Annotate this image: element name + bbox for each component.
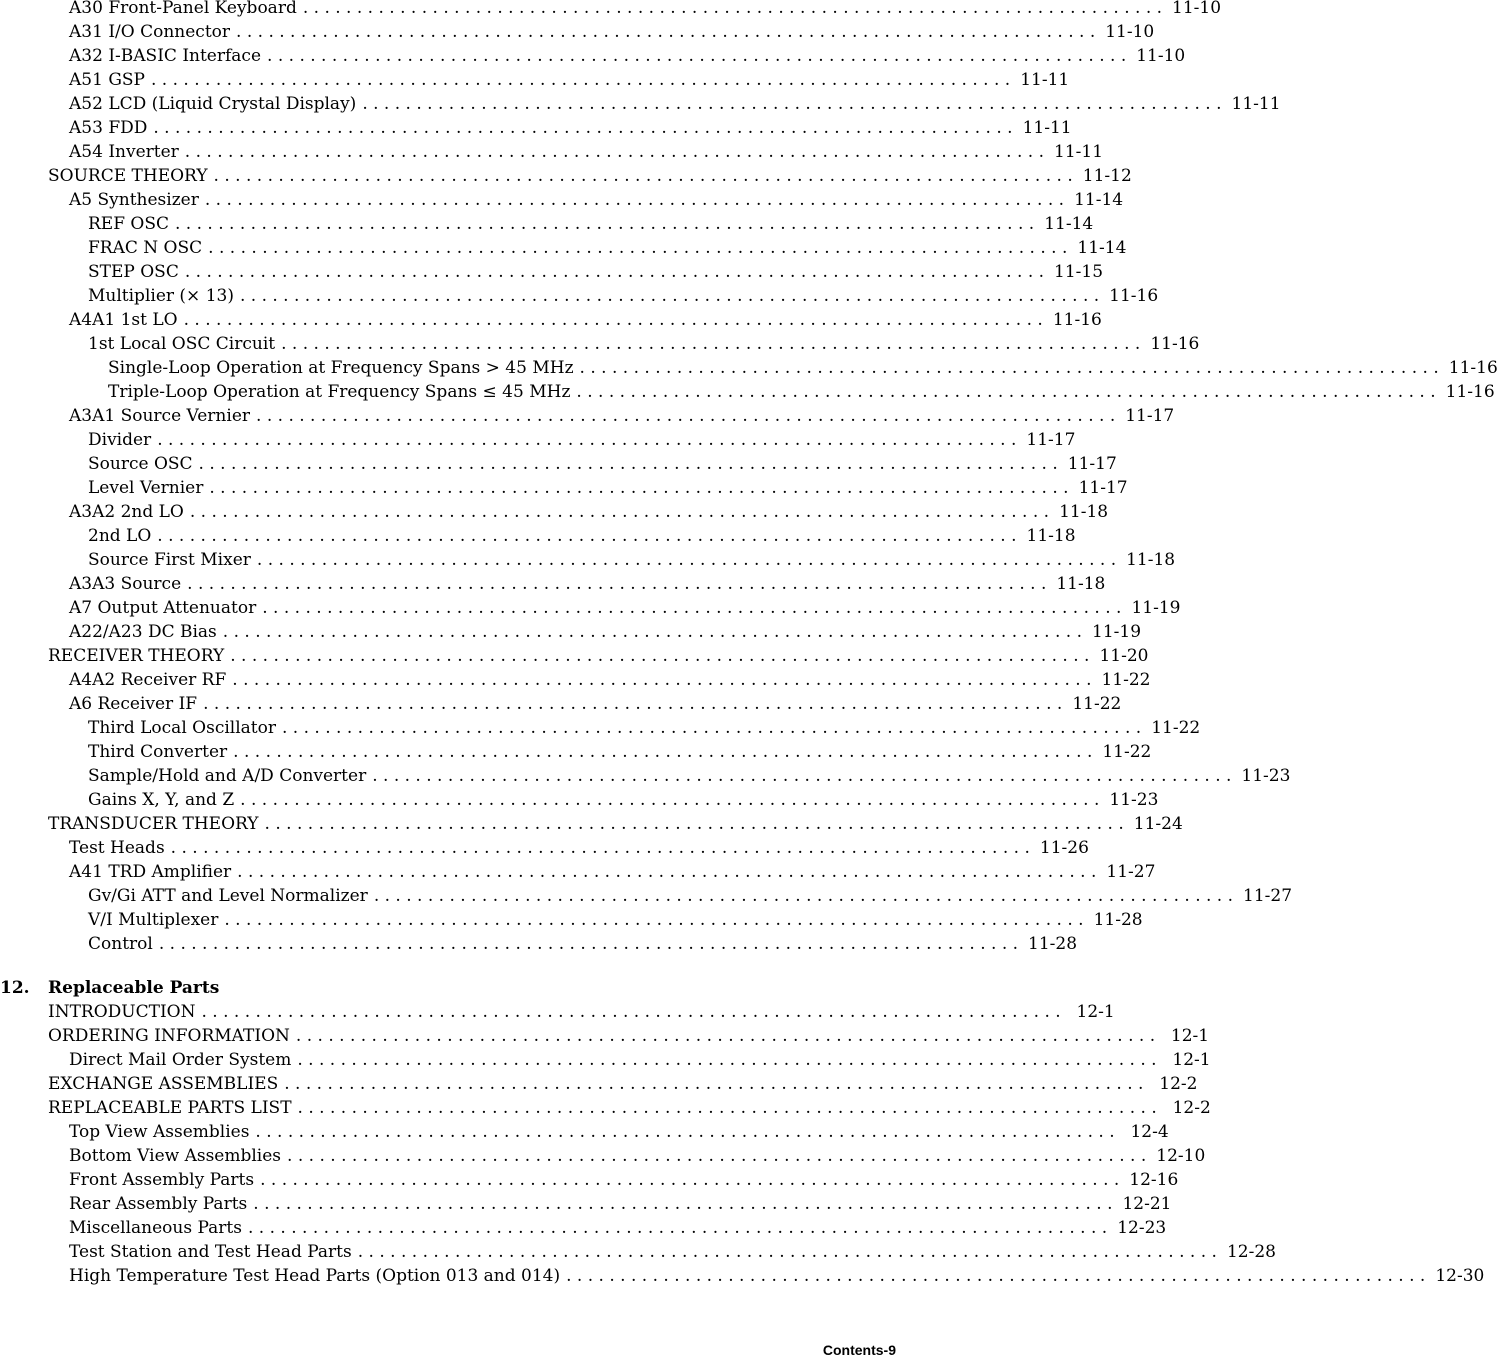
dot-leader: . . . . . . . . . . . . . . . . . . . . . . . . . . . . . . . . . . . . . . . . . . . . . . . . . . . . . . . . . . . . . . . . . . . . . . . . . . . . . . . . bbox=[362, 94, 1222, 114]
toc-entry-title: A3A1 Source Vernier bbox=[69, 406, 251, 426]
toc-entry[interactable] bbox=[69, 188, 1124, 212]
toc-entry-page: 12-1 bbox=[1076, 1002, 1115, 1022]
toc-entry-title: A52 LCD (Liquid Crystal Display) bbox=[69, 94, 357, 114]
toc-entry-title: Front Assembly Parts bbox=[69, 1170, 255, 1190]
dot-leader: . . . . . . . . . . . . . . . . . . . . . . . . . . . . . . . . . . . . . . . . . . . . . . . . . . . . . . . . . . . . . . . . . . . . . . . . . . . . . . . . bbox=[372, 766, 1232, 786]
toc-entry-page: 11-17 bbox=[1078, 478, 1128, 498]
toc-entry-title: Test Station and Test Head Parts bbox=[69, 1242, 352, 1262]
toc-entry[interactable] bbox=[48, 1000, 1115, 1024]
toc-entry-title: A32 I-BASIC Interface bbox=[69, 46, 262, 66]
toc-entry-page: 11-15 bbox=[1054, 262, 1104, 282]
toc-entry[interactable] bbox=[69, 1240, 1276, 1264]
dot-leader: . . . . . . . . . . . . . . . . . . . . . . . . . . . . . . . . . . . . . . . . . . . . . . . . . . . . . . . . . . . . . . . . . . . . . . . . . . . . . . . . bbox=[287, 1146, 1147, 1166]
toc-entry[interactable] bbox=[69, 404, 1175, 428]
toc-entry[interactable] bbox=[69, 140, 1104, 164]
toc-entry[interactable] bbox=[88, 764, 1291, 788]
toc-entry-page: 11-11 bbox=[1231, 94, 1281, 114]
toc-entry-page: 11-23 bbox=[1241, 766, 1291, 786]
toc-entry-title: Miscellaneous Parts bbox=[69, 1218, 242, 1238]
toc-entry[interactable] bbox=[69, 68, 1070, 92]
toc-entry[interactable] bbox=[48, 164, 1132, 188]
toc-entry-page: 12-10 bbox=[1156, 1146, 1206, 1166]
dot-leader: . . . . . . . . . . . . . . . . . . . . . . . . . . . . . . . . . . . . . . . . . . . . . . . . . . . . . . . . . . . . . . . . . . . . . . . . . . . . . . . . bbox=[203, 694, 1063, 714]
toc-entry-page: 11-14 bbox=[1044, 214, 1094, 234]
toc-entry-title: Source First Mixer bbox=[88, 550, 251, 570]
toc-entry-page: 11-19 bbox=[1092, 622, 1142, 642]
toc-entry-page: 11-14 bbox=[1077, 238, 1127, 258]
toc-entry[interactable] bbox=[69, 1264, 1485, 1288]
toc-entry[interactable] bbox=[88, 932, 1078, 956]
dot-leader: . . . . . . . . . . . . . . . . . . . . . . . . . . . . . . . . . . . . . . . . . . . . . . . . . . . . . . . . . . . . . . . . . . . . . . . . . . . . . . . . bbox=[175, 214, 1035, 234]
toc-entry-title: High Temperature Test Head Parts (Option 013 and 014) bbox=[69, 1266, 561, 1286]
dot-leader: . . . . . . . . . . . . . . . . . . . . . . . . . . . . . . . . . . . . . . . . . . . . . . . . . . . . . . . . . . . . . . . . . . . . . . . . . . . . . . . . bbox=[240, 790, 1100, 810]
toc-entry-title: Third Converter bbox=[88, 742, 228, 762]
toc-entry-title: A3A2 2nd LO bbox=[69, 502, 184, 522]
toc-entry[interactable] bbox=[69, 620, 1142, 644]
toc-entry[interactable] bbox=[88, 716, 1201, 740]
toc-entry[interactable] bbox=[69, 1192, 1172, 1216]
dot-leader: . . . . . . . . . . . . . . . . . . . . . . . . . . . . . . . . . . . . . . . . . . . . . . . . . . . . . . . . . . . . . . . . . . . . . . . . . . . . . . . . bbox=[150, 70, 1011, 90]
toc-entry[interactable] bbox=[69, 668, 1151, 692]
toc-entry[interactable] bbox=[88, 212, 1094, 236]
toc-entry-page: 11-28 bbox=[1028, 934, 1078, 954]
toc-entry-page: 12-1 bbox=[1172, 1050, 1211, 1070]
dot-leader: . . . . . . . . . . . . . . . . . . . . . . . . . . . . . . . . . . . . . . . . . . . . . . . . . . . . . . . . . . . . . . . . . . . . . . . . . . . . . . . . bbox=[253, 1194, 1113, 1214]
dot-leader: . . . . . . . . . . . . . . . . . . . . . . . . . . . . . . . . . . . . . . . . . . . . . . . . . . . . . . . . . . . . . . . . . . . . . . . . . . . . . . . . bbox=[256, 550, 1117, 570]
toc-entry-page: 12-28 bbox=[1226, 1242, 1276, 1262]
dot-leader: . . . . . . . . . . . . . . . . . . . . . . . . . . . . . . . . . . . . . . . . . . . . . . . . . . . . . . . . . . . . . . . . . . . . . . . . . . . . . . . . bbox=[201, 1002, 1061, 1022]
toc-entry-title: ORDERING INFORMATION bbox=[48, 1026, 290, 1046]
dot-leader: . . . . . . . . . . . . . . . . . . . . . . . . . . . . . . . . . . . . . . . . . . . . . . . . . . . . . . . . . . . . . . . . . . . . . . . . . . . . . . . . bbox=[576, 382, 1436, 402]
toc-entry-title: Direct Mail Order System bbox=[69, 1050, 292, 1070]
toc-entry-title: INTRODUCTION bbox=[48, 1002, 196, 1022]
chapter-number: 12. bbox=[0, 978, 30, 998]
dot-leader: . . . . . . . . . . . . . . . . . . . . . . . . . . . . . . . . . . . . . . . . . . . . . . . . . . . . . . . . . . . . . . . . . . . . . . . . . . . . . . . . bbox=[204, 190, 1065, 210]
toc-entry[interactable] bbox=[88, 428, 1076, 452]
toc-entry[interactable] bbox=[69, 1144, 1206, 1168]
dot-leader: . . . . . . . . . . . . . . . . . . . . . . . . . . . . . . . . . . . . . . . . . . . . . . . . . . . . . . . . . . . . . . . . . . . . . . . . . . . . . . . . bbox=[184, 262, 1045, 282]
toc-entry-title: EXCHANGE ASSEMBLIES bbox=[48, 1074, 279, 1094]
dot-leader: . . . . . . . . . . . . . . . . . . . . . . . . . . . . . . . . . . . . . . . . . . . . . . . . . . . . . . . . . . . . . . . . . . . . . . . . . . . . . . . . bbox=[184, 142, 1045, 162]
toc-entry-page: 11-14 bbox=[1074, 190, 1124, 210]
toc-entry[interactable] bbox=[88, 284, 1159, 308]
toc-entry[interactable] bbox=[108, 380, 1495, 404]
toc-entry-page: 11-27 bbox=[1106, 862, 1156, 882]
toc-entry-page: 11-24 bbox=[1133, 814, 1183, 834]
toc-entry-page: 11-16 bbox=[1052, 310, 1102, 330]
dot-leader: . . . . . . . . . . . . . . . . . . . . . . . . . . . . . . . . . . . . . . . . . . . . . . . . . . . . . . . . . . . . . . . . . . . . . . . . . . . . . . . . bbox=[297, 1050, 1157, 1070]
chapter-title: Replaceable Parts bbox=[48, 978, 220, 998]
toc-entry-title: A7 Output Attenuator bbox=[69, 598, 257, 618]
dot-leader: . . . . . . . . . . . . . . . . . . . . . . . . . . . . . . . . . . . . . . . . . . . . . . . . . . . . . . . . . . . . . . . . . . . . . . . . . . . . . . . . bbox=[209, 478, 1069, 498]
toc-entry[interactable] bbox=[88, 548, 1176, 572]
toc-entry[interactable] bbox=[69, 92, 1281, 116]
toc-entry-title: A51 GSP bbox=[69, 70, 145, 90]
dot-leader: . . . . . . . . . . . . . . . . . . . . . . . . . . . . . . . . . . . . . . . . . . . . . . . . . . . . . . . . . . . . . . . . . . . . . . . . . . . . . . . . bbox=[189, 502, 1050, 522]
toc-entry-title: STEP OSC bbox=[88, 262, 179, 282]
toc-entry-title: Sample/Hold and A/D Converter bbox=[88, 766, 367, 786]
toc-entry[interactable] bbox=[48, 1024, 1210, 1048]
toc-entry-title: A54 Inverter bbox=[69, 142, 179, 162]
toc-entry-title: A30 Front-Panel Keyboard bbox=[69, 0, 297, 18]
toc-entry[interactable] bbox=[88, 740, 1152, 764]
toc-entry-page: 11-18 bbox=[1026, 526, 1076, 546]
toc-entry[interactable] bbox=[88, 260, 1104, 284]
dot-leader: . . . . . . . . . . . . . . . . . . . . . . . . . . . . . . . . . . . . . . . . . . . . . . . . . . . . . . . . . . . . . . . . . . . . . . . . . . . . . . . . bbox=[239, 286, 1100, 306]
toc-entry[interactable] bbox=[69, 0, 1222, 20]
toc-entry-page: 12-16 bbox=[1129, 1170, 1179, 1190]
toc-entry-title: Third Local Oscillator bbox=[88, 718, 276, 738]
dot-leader: . . . . . . . . . . . . . . . . . . . . . . . . . . . . . . . . . . . . . . . . . . . . . . . . . . . . . . . . . . . . . . . . . . . . . . . . . . . . . . . . bbox=[579, 358, 1439, 378]
toc-entry[interactable] bbox=[69, 500, 1109, 524]
dot-leader: . . . . . . . . . . . . . . . . . . . . . . . . . . . . . . . . . . . . . . . . . . . . . . . . . . . . . . . . . . . . . . . . . . . . . . . . . . . . . . . . bbox=[302, 0, 1163, 18]
dot-leader: . . . . . . . . . . . . . . . . . . . . . . . . . . . . . . . . . . . . . . . . . . . . . . . . . . . . . . . . . . . . . . . . . . . . . . . . . . . . . . . . bbox=[157, 430, 1017, 450]
toc-entry-page: 11-17 bbox=[1067, 454, 1117, 474]
toc-entry-page: 11-16 bbox=[1445, 382, 1495, 402]
toc-entry-page: 11-17 bbox=[1125, 406, 1175, 426]
dot-leader: . . . . . . . . . . . . . . . . . . . . . . . . . . . . . . . . . . . . . . . . . . . . . . . . . . . . . . . . . . . . . . . . . . . . . . . . . . . . . . . . bbox=[236, 22, 1096, 42]
toc-entry[interactable] bbox=[48, 1072, 1198, 1096]
dot-leader: . . . . . . . . . . . . . . . . . . . . . . . . . . . . . . . . . . . . . . . . . . . . . . . . . . . . . . . . . . . . . . . . . . . . . . . . . . . . . . . . bbox=[213, 166, 1073, 186]
toc-entry-page: 12-21 bbox=[1122, 1194, 1172, 1214]
toc-entry-title: TRANSDUCER THEORY bbox=[48, 814, 259, 834]
toc-entry[interactable] bbox=[88, 884, 1293, 908]
dot-leader: . . . . . . . . . . . . . . . . . . . . . . . . . . . . . . . . . . . . . . . . . . . . . . . . . . . . . . . . . . . . . . . . . . . . . . . . . . . . . . . . bbox=[237, 862, 1097, 882]
toc-entry[interactable] bbox=[88, 524, 1076, 548]
toc-entry-title: Test Heads bbox=[69, 838, 165, 858]
toc-entry-title: 2nd LO bbox=[88, 526, 152, 546]
toc-entry-title: A41 TRD Amplifier bbox=[69, 862, 232, 882]
toc-entry-title: A4A2 Receiver RF bbox=[69, 670, 227, 690]
toc-entry-title: Gv/Gi ATT and Level Normalizer bbox=[88, 886, 368, 906]
toc-entry[interactable] bbox=[88, 236, 1127, 260]
toc-entry-title: A31 I/O Connector bbox=[69, 22, 231, 42]
toc-entry-title: Bottom View Assemblies bbox=[69, 1146, 282, 1166]
toc-entry-page: 11-23 bbox=[1109, 790, 1159, 810]
toc-entry-title: REF OSC bbox=[88, 214, 169, 234]
toc-entry[interactable] bbox=[69, 836, 1089, 860]
toc-entry-title: 1st Local OSC Circuit bbox=[88, 334, 276, 354]
dot-leader: . . . . . . . . . . . . . . . . . . . . . . . . . . . . . . . . . . . . . . . . . . . . . . . . . . . . . . . . . . . . . . . . . . . . . . . . . . . . . . . . bbox=[284, 1074, 1144, 1094]
toc-entry-page: 11-26 bbox=[1039, 838, 1089, 858]
toc-entry-page: 11-22 bbox=[1151, 718, 1201, 738]
dot-leader: . . . . . . . . . . . . . . . . . . . . . . . . . . . . . . . . . . . . . . . . . . . . . . . . . . . . . . . . . . . . . . . . . . . . . . . . . . . . . . . . bbox=[198, 454, 1058, 474]
toc-entry[interactable] bbox=[48, 644, 1149, 668]
dot-leader: . . . . . . . . . . . . . . . . . . . . . . . . . . . . . . . . . . . . . . . . . . . . . . . . . . . . . . . . . . . . . . . . . . . . . . . . . . . . . . . . bbox=[357, 1242, 1217, 1262]
dot-leader: . . . . . . . . . . . . . . . . . . . . . . . . . . . . . . . . . . . . . . . . . . . . . . . . . . . . . . . . . . . . . . . . . . . . . . . . . . . . . . . . bbox=[247, 1218, 1108, 1238]
toc-entry-title: A53 FDD bbox=[69, 118, 148, 138]
toc-entry-title: REPLACEABLE PARTS LIST bbox=[48, 1098, 292, 1118]
dot-leader: . . . . . . . . . . . . . . . . . . . . . . . . . . . . . . . . . . . . . . . . . . . . . . . . . . . . . . . . . . . . . . . . . . . . . . . . . . . . . . . . bbox=[187, 574, 1047, 594]
toc-entry-title: Multiplier (× 13) bbox=[88, 286, 234, 306]
toc-entry[interactable] bbox=[69, 308, 1102, 332]
dot-leader: . . . . . . . . . . . . . . . . . . . . . . . . . . . . . . . . . . . . . . . . . . . . . . . . . . . . . . . . . . . . . . . . . . . . . . . . . . . . . . . . bbox=[157, 526, 1017, 546]
dot-leader: . . . . . . . . . . . . . . . . . . . . . . . . . . . . . . . . . . . . . . . . . . . . . . . . . . . . . . . . . . . . . . . . . . . . . . . . . . . . . . . . bbox=[256, 406, 1116, 426]
dot-leader: . . . . . . . . . . . . . . . . . . . . . . . . . . . . . . . . . . . . . . . . . . . . . . . . . . . . . . . . . . . . . . . . . . . . . . . . . . . . . . . . bbox=[295, 1026, 1156, 1046]
toc-entry-page: 11-18 bbox=[1059, 502, 1109, 522]
page-footer: Contents-9 bbox=[822, 1342, 896, 1358]
toc-entry[interactable] bbox=[69, 1048, 1211, 1072]
toc-entry-page: 11-27 bbox=[1243, 886, 1293, 906]
toc-entry-page: 11-10 bbox=[1136, 46, 1186, 66]
toc-entry-title: A3A3 Source bbox=[69, 574, 182, 594]
toc-entry-page: 11-22 bbox=[1072, 694, 1122, 714]
toc-entry-page: 11-11 bbox=[1054, 142, 1104, 162]
toc-entry-page: 12-2 bbox=[1172, 1098, 1211, 1118]
dot-leader: . . . . . . . . . . . . . . . . . . . . . . . . . . . . . . . . . . . . . . . . . . . . . . . . . . . . . . . . . . . . . . . . . . . . . . . . . . . . . . . . bbox=[260, 1170, 1120, 1190]
toc-entry-title: Source OSC bbox=[88, 454, 193, 474]
dot-leader: . . . . . . . . . . . . . . . . . . . . . . . . . . . . . . . . . . . . . . . . . . . . . . . . . . . . . . . . . . . . . . . . . . . . . . . . . . . . . . . . bbox=[281, 334, 1141, 354]
dot-leader: . . . . . . . . . . . . . . . . . . . . . . . . . . . . . . . . . . . . . . . . . . . . . . . . . . . . . . . . . . . . . . . . . . . . . . . . . . . . . . . . bbox=[373, 886, 1234, 906]
toc-entry[interactable] bbox=[69, 116, 1072, 140]
toc-entry-page: 12-30 bbox=[1435, 1266, 1485, 1286]
toc-entry-page: 12-4 bbox=[1130, 1122, 1169, 1142]
toc-entry[interactable] bbox=[48, 1096, 1211, 1120]
toc-entry-page: 12-2 bbox=[1159, 1074, 1198, 1094]
toc-entry-page: 11-19 bbox=[1131, 598, 1181, 618]
toc-entry-page: 11-22 bbox=[1101, 670, 1151, 690]
toc-entry-title: Top View Assemblies bbox=[69, 1122, 250, 1142]
toc-entry[interactable] bbox=[69, 572, 1106, 596]
toc-entry-page: 11-18 bbox=[1126, 550, 1176, 570]
dot-leader: . . . . . . . . . . . . . . . . . . . . . . . . . . . . . . . . . . . . . . . . . . . . . . . . . . . . . . . . . . . . . . . . . . . . . . . . . . . . . . . . bbox=[208, 238, 1068, 258]
toc-entry-page: 11-16 bbox=[1109, 286, 1159, 306]
toc-entry[interactable] bbox=[69, 44, 1186, 68]
toc-entry-page: 11-16 bbox=[1448, 358, 1498, 378]
toc-entry[interactable] bbox=[69, 692, 1122, 716]
dot-leader: . . . . . . . . . . . . . . . . . . . . . . . . . . . . . . . . . . . . . . . . . . . . . . . . . . . . . . . . . . . . . . . . . . . . . . . . . . . . . . . . bbox=[255, 1122, 1115, 1142]
toc-entry-title: FRAC N OSC bbox=[88, 238, 203, 258]
toc-entry-title: Rear Assembly Parts bbox=[69, 1194, 248, 1214]
toc-entry[interactable] bbox=[88, 452, 1117, 476]
chapter-heading bbox=[0, 976, 219, 1000]
toc-entry-title: Single-Loop Operation at Frequency Spans > 45 MHz bbox=[108, 358, 574, 378]
toc-entry[interactable] bbox=[88, 908, 1143, 932]
toc-entry-page: 11-16 bbox=[1150, 334, 1200, 354]
toc-entry-title: A5 Synthesizer bbox=[69, 190, 199, 210]
dot-leader: . . . . . . . . . . . . . . . . . . . . . . . . . . . . . . . . . . . . . . . . . . . . . . . . . . . . . . . . . . . . . . . . . . . . . . . . . . . . . . . . bbox=[224, 910, 1084, 930]
dot-leader: . . . . . . . . . . . . . . . . . . . . . . . . . . . . . . . . . . . . . . . . . . . . . . . . . . . . . . . . . . . . . . . . . . . . . . . . . . . . . . . . bbox=[566, 1266, 1426, 1286]
toc-entry-title: A6 Receiver IF bbox=[69, 694, 198, 714]
toc-entry-page: 11-18 bbox=[1056, 574, 1106, 594]
toc-entry-page: 11-20 bbox=[1099, 646, 1149, 666]
toc-entry[interactable] bbox=[108, 356, 1498, 380]
toc-entry-page: 11-22 bbox=[1102, 742, 1152, 762]
toc-entry-page: 12-1 bbox=[1170, 1026, 1210, 1046]
toc-entry-title: A22/A23 DC Bias bbox=[69, 622, 217, 642]
toc-entry[interactable] bbox=[88, 476, 1128, 500]
toc-entry[interactable] bbox=[69, 1168, 1179, 1192]
toc-entry-title: Divider bbox=[88, 430, 152, 450]
toc-entry-page: 11-10 bbox=[1172, 0, 1222, 18]
toc-entry[interactable] bbox=[69, 596, 1181, 620]
toc-entry[interactable] bbox=[88, 788, 1159, 812]
toc-entry-page: 12-23 bbox=[1117, 1218, 1167, 1238]
dot-leader: . . . . . . . . . . . . . . . . . . . . . . . . . . . . . . . . . . . . . . . . . . . . . . . . . . . . . . . . . . . . . . . . . . . . . . . . . . . . . . . . bbox=[158, 934, 1019, 954]
dot-leader: . . . . . . . . . . . . . . . . . . . . . . . . . . . . . . . . . . . . . . . . . . . . . . . . . . . . . . . . . . . . . . . . . . . . . . . . . . . . . . . . bbox=[281, 718, 1142, 738]
toc-entry-page: 11-10 bbox=[1105, 22, 1155, 42]
toc-entry-page: 11-17 bbox=[1026, 430, 1076, 450]
dot-leader: . . . . . . . . . . . . . . . . . . . . . . . . . . . . . . . . . . . . . . . . . . . . . . . . . . . . . . . . . . . . . . . . . . . . . . . . . . . . . . . . bbox=[297, 1098, 1157, 1118]
dot-leader: . . . . . . . . . . . . . . . . . . . . . . . . . . . . . . . . . . . . . . . . . . . . . . . . . . . . . . . . . . . . . . . . . . . . . . . . . . . . . . . . bbox=[183, 310, 1043, 330]
toc-entry-page: 11-12 bbox=[1082, 166, 1132, 186]
toc-entry-page: 11-28 bbox=[1093, 910, 1143, 930]
dot-leader: . . . . . . . . . . . . . . . . . . . . . . . . . . . . . . . . . . . . . . . . . . . . . . . . . . . . . . . . . . . . . . . . . . . . . . . . . . . . . . . . bbox=[267, 46, 1127, 66]
toc-entry-title: SOURCE THEORY bbox=[48, 166, 208, 186]
dot-leader: . . . . . . . . . . . . . . . . . . . . . . . . . . . . . . . . . . . . . . . . . . . . . . . . . . . . . . . . . . . . . . . . . . . . . . . . . . . . . . . . bbox=[264, 814, 1124, 834]
dot-leader: . . . . . . . . . . . . . . . . . . . . . . . . . . . . . . . . . . . . . . . . . . . . . . . . . . . . . . . . . . . . . . . . . . . . . . . . . . . . . . . . bbox=[170, 838, 1030, 858]
toc-entry-title: Level Vernier bbox=[88, 478, 204, 498]
toc-entry-title: Gains X, Y, and Z bbox=[88, 790, 235, 810]
toc-entry-title: V/I Multiplexer bbox=[88, 910, 219, 930]
toc-entry-title: Triple-Loop Operation at Frequency Spans ≤ 45 MHz bbox=[108, 382, 571, 402]
dot-leader: . . . . . . . . . . . . . . . . . . . . . . . . . . . . . . . . . . . . . . . . . . . . . . . . . . . . . . . . . . . . . . . . . . . . . . . . . . . . . . . . bbox=[153, 118, 1013, 138]
toc-entry[interactable] bbox=[69, 20, 1155, 44]
toc-entry[interactable] bbox=[88, 332, 1200, 356]
toc-entry-title: A4A1 1st LO bbox=[69, 310, 178, 330]
dot-leader: . . . . . . . . . . . . . . . . . . . . . . . . . . . . . . . . . . . . . . . . . . . . . . . . . . . . . . . . . . . . . . . . . . . . . . . . . . . . . . . . bbox=[230, 646, 1090, 666]
toc-entry-title: RECEIVER THEORY bbox=[48, 646, 225, 666]
toc-entry-page: 11-11 bbox=[1020, 70, 1070, 90]
toc-entry-title: Control bbox=[88, 934, 153, 954]
dot-leader: . . . . . . . . . . . . . . . . . . . . . . . . . . . . . . . . . . . . . . . . . . . . . . . . . . . . . . . . . . . . . . . . . . . . . . . . . . . . . . . . bbox=[232, 670, 1092, 690]
dot-leader: . . . . . . . . . . . . . . . . . . . . . . . . . . . . . . . . . . . . . . . . . . . . . . . . . . . . . . . . . . . . . . . . . . . . . . . . . . . . . . . . bbox=[262, 598, 1122, 618]
dot-leader: . . . . . . . . . . . . . . . . . . . . . . . . . . . . . . . . . . . . . . . . . . . . . . . . . . . . . . . . . . . . . . . . . . . . . . . . . . . . . . . . bbox=[233, 742, 1093, 762]
toc-entry[interactable] bbox=[69, 1216, 1167, 1240]
toc-entry[interactable] bbox=[69, 1120, 1169, 1144]
dot-leader: . . . . . . . . . . . . . . . . . . . . . . . . . . . . . . . . . . . . . . . . . . . . . . . . . . . . . . . . . . . . . . . . . . . . . . . . . . . . . . . . bbox=[222, 622, 1082, 642]
toc-entry[interactable] bbox=[48, 812, 1183, 836]
toc-entry[interactable] bbox=[69, 860, 1156, 884]
toc-entry-page: 11-11 bbox=[1022, 118, 1072, 138]
